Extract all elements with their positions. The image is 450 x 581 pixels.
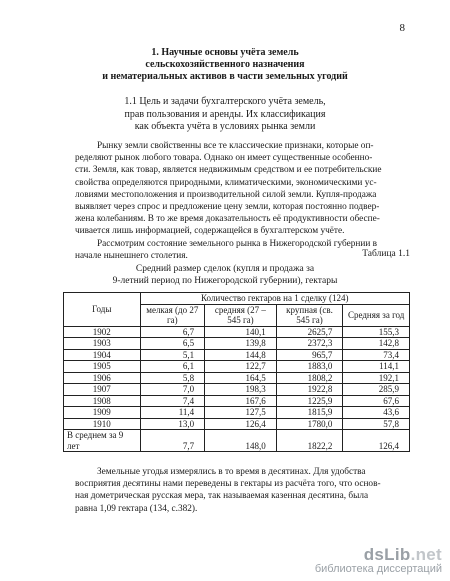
average-cell: 155,3	[343, 326, 410, 338]
medium-cell: 126,4	[205, 418, 277, 430]
year-cell: 1905	[64, 361, 141, 373]
heading-line: сельскохозяйственного назначения	[145, 59, 305, 70]
heading-line: и нематериальных активов в части земельных угодий	[102, 71, 348, 82]
table-caption	[0, 263, 450, 287]
small-cell: 5,8	[140, 372, 205, 384]
text-line: сти. Земля, как товар, является недвижимым средством и ее потребительские	[75, 165, 382, 176]
text-line: Рассмотрим состояние земельного рынка в Нижегородской губернии в	[97, 238, 378, 249]
table-row	[64, 395, 410, 407]
table-row	[64, 407, 410, 419]
large-cell: 965,7	[276, 349, 343, 361]
medium-cell: 167,6	[205, 395, 277, 407]
table-row	[64, 418, 410, 430]
text-line: восприятия десятины нами переведены в гектары из расчёта того, что основ-	[75, 479, 381, 490]
large-cell: 1808,2	[276, 372, 343, 384]
table-row	[64, 326, 410, 338]
table-row	[64, 384, 410, 396]
text-line: ловиями местоположения и производительной силой земли. Купля-продажа	[75, 189, 377, 200]
year-cell: 1902	[64, 326, 141, 338]
table-row	[64, 349, 410, 361]
text-line: ная дометрическая русская мера, так называемая казенная десятина, была	[75, 491, 369, 502]
medium-cell: 127,5	[205, 407, 277, 419]
page-number: 8	[399, 22, 405, 34]
watermark-logo	[315, 545, 442, 565]
watermark	[315, 545, 442, 575]
text-line: равна 1,09 гектара (134, с.382).	[75, 503, 198, 514]
small-cell: 6,7	[140, 326, 205, 338]
header-years: Годы	[64, 293, 141, 327]
large-cell: 1883,0	[276, 361, 343, 373]
text-line: начале нынешнего столетия.	[75, 250, 188, 261]
year-cell: 1909	[64, 407, 141, 419]
text-line: жена колебаниям. В то же время доказательность её продуктивности обеспе-	[75, 214, 380, 225]
header-average: Средняя за год	[343, 304, 410, 326]
table-row	[64, 338, 410, 350]
summary-label: В среднем за 9 лет	[64, 430, 141, 452]
paragraph-2	[75, 466, 400, 515]
large-cell: 2625,7	[276, 326, 343, 338]
paragraph-1	[75, 140, 400, 262]
text-line: свойства определяются природными, климатическими, экономическими ус-	[75, 177, 377, 188]
watermark-subtitle: библиотека диссертаций	[314, 563, 442, 575]
large-cell: 1815,9	[276, 407, 343, 419]
year-cell: 1903	[64, 338, 141, 350]
table-summary-row	[64, 430, 410, 452]
medium-cell: 139,8	[205, 338, 277, 350]
header-small: мелкая (до 27 га)	[140, 304, 205, 326]
watermark-logo-main: dsLib	[363, 545, 411, 564]
summary-small: 7,7	[140, 430, 205, 452]
subsection-heading	[0, 96, 450, 134]
average-cell: 192,1	[343, 372, 410, 384]
small-cell: 13,0	[140, 418, 205, 430]
data-table	[63, 292, 410, 452]
average-cell: 67,6	[343, 395, 410, 407]
small-cell: 6,1	[140, 361, 205, 373]
subheading-line: как объекта учёта в условиях рынка земли	[134, 121, 316, 132]
summary-average: 126,4	[343, 430, 410, 452]
summary-medium: 148,0	[205, 430, 277, 452]
caption-line: Средний размер сделок (купля и продажа за	[135, 264, 315, 274]
large-cell: 1225,9	[276, 395, 343, 407]
large-cell: 1780,0	[276, 418, 343, 430]
text-line: Земельные угодья измерялись в то время в десятинах. Для удобства	[97, 467, 366, 477]
section-heading	[0, 47, 450, 83]
watermark-logo-suffix: .net	[410, 545, 442, 564]
table-row	[64, 372, 410, 384]
small-cell: 7,0	[140, 384, 205, 396]
header-large: крупная (св. 545 га)	[276, 304, 343, 326]
summary-large: 1822,2	[276, 430, 343, 452]
medium-cell: 140,1	[205, 326, 277, 338]
text-line: выявляет через спрос и предложение цену земли, которая постоянно подвер-	[75, 202, 380, 213]
table-body	[64, 326, 410, 430]
subheading-line: прав пользования и аренды. Их классификация	[124, 108, 326, 120]
table-row	[64, 361, 410, 373]
small-cell: 7,4	[140, 395, 205, 407]
medium-cell: 122,7	[205, 361, 277, 373]
text-line: чивается лишь информацией, содержащейся в бухгалтерском учёте.	[75, 226, 345, 237]
year-cell: 1906	[64, 372, 141, 384]
table-header-row	[64, 293, 410, 305]
heading-line: 1. Научные основы учёта земель	[151, 47, 299, 58]
year-cell: 1910	[64, 418, 141, 430]
text-line: Рынку земли свойственны все те классические признаки, которые оп-	[97, 141, 374, 151]
large-cell: 2372,3	[276, 338, 343, 350]
medium-cell: 198,3	[205, 384, 277, 396]
year-cell: 1904	[64, 349, 141, 361]
medium-cell: 164,5	[205, 372, 277, 384]
average-cell: 142,8	[343, 338, 410, 350]
subheading-line: 1.1 Цель и задачи бухгалтерского учёта земель,	[124, 96, 326, 107]
average-cell: 73,4	[343, 349, 410, 361]
medium-cell: 144,8	[205, 349, 277, 361]
header-group: Количество гектаров на 1 сделку (124)	[140, 293, 409, 305]
small-cell: 11,4	[140, 407, 205, 419]
average-cell: 285,9	[343, 384, 410, 396]
small-cell: 6,5	[140, 338, 205, 350]
text-line: ределяют рынок любого товара. Однако он имеет существенные особенно-	[75, 153, 373, 164]
caption-line: 9-летний период по Нижегородской губернии), гектары	[112, 276, 338, 286]
average-cell: 43,6	[343, 407, 410, 419]
year-cell: 1907	[64, 384, 141, 396]
small-cell: 5,1	[140, 349, 205, 361]
table-label: Таблица 1.1	[362, 249, 410, 259]
average-cell: 57,8	[343, 418, 410, 430]
year-cell: 1908	[64, 395, 141, 407]
average-cell: 114,1	[343, 361, 410, 373]
header-medium: средняя (27 – 545 га)	[205, 304, 277, 326]
large-cell: 1922,8	[276, 384, 343, 396]
